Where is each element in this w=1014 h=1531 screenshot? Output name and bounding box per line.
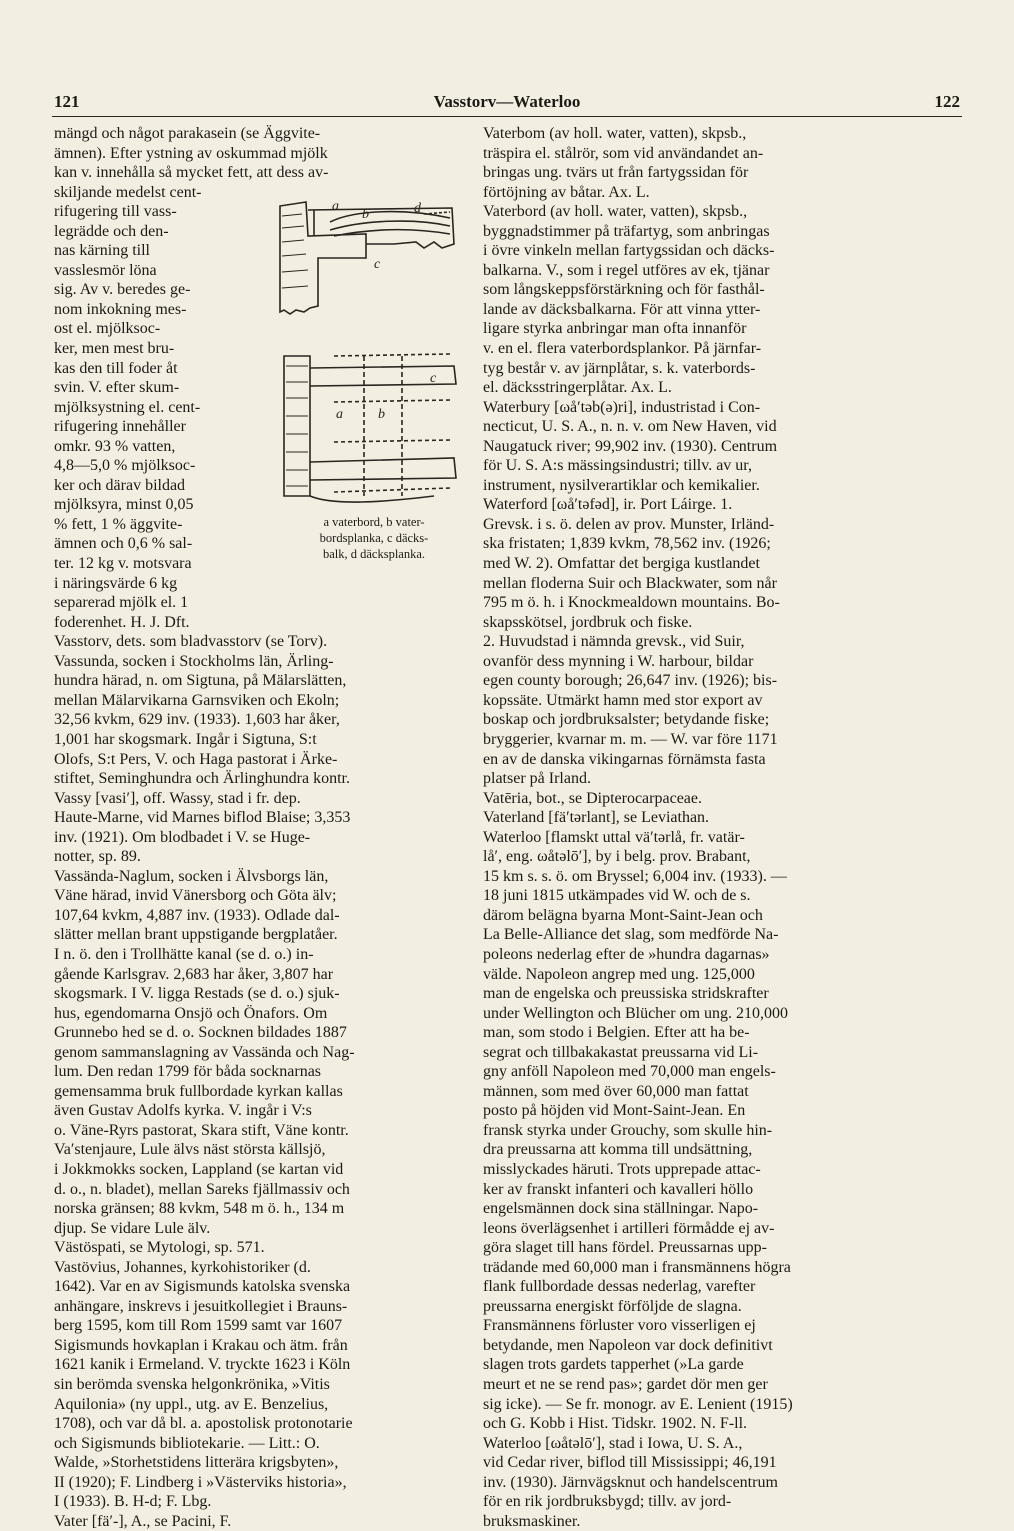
page-header [54,92,960,116]
text-line: slagen trots gardets tapperhet (»La garde [483,1356,744,1374]
text-line: Vaterbom (av holl. water, vatten), skpsb., [483,125,747,142]
text-line: flank fullbordade dessas nederlag, varefter [483,1278,756,1296]
text-line: d. o., n. bladet), mellan Sareks fjällmassiv och [54,1180,350,1198]
text-line: Waterford [ωå′təfəd], ir. Port Láirge. 1. [483,496,733,514]
caption-line: a vaterbord, b vater- [323,515,425,529]
text-line: svin. V. efter skum- [54,379,180,397]
text-line: lande av däcksbalkarna. För att vinna ytter- [483,300,761,318]
text-line: I n. ö. den i Trollhätte kanal (se d. o.) in- [54,945,314,963]
text-line: mjölksyra, minst 0,05 [54,496,194,514]
text-line: omkr. 93 % vatten, [54,437,176,455]
right-column [483,124,909,1531]
text-line: hundra härad, n. om Sigtuna, på Mälarslätten, [54,672,347,690]
text-line: v. en el. flera vaterbordsplankor. På järnfar- [483,340,762,358]
text-line: ämnen och 0,6 % sal- [54,535,193,553]
text-line: under Wellington och Blücher om ung. 210,000 [483,1004,789,1022]
text-line: Waterloo [flamskt uttal vä′tərlå, fr. vatär- [483,828,745,846]
text-line: man, som stodo i Belgien. Efter att ha be- [483,1024,750,1042]
text-line: männen, som med över 60,000 man fattat [483,1082,749,1100]
text-line: tyg består v. av järnplåtar, s. k. vaterbords- [483,359,756,377]
text-line: 2. Huvudstad i nämnda grevsk., vid Suir, [483,633,745,651]
text-line: man de engelska och preussiska stridskrafter [483,985,769,1003]
label-c-top: c [374,257,381,272]
text-line: inv. (1921). Om blodbadet i V. se Huge- [54,828,311,846]
text-line: engelsmännen dock sina ställningar. Napo- [483,1200,759,1218]
text-line: nas kärning till [54,242,150,260]
text-line: posto på höjden vid Mont-Saint-Jean. En [483,1102,746,1120]
text-line: djup. Se vidare Lule älv. [54,1219,211,1237]
text-line: notter, sp. 89. [54,848,141,866]
text-line: sin berömda svenska helgonkrönika, »Vitis [54,1376,330,1393]
text-line: ämnen). Efter ystning av oskummad mjölk [54,144,328,162]
text-line: Vassända-Naglum, socken i Älvsborgs län, [54,867,329,885]
text-line: genom sammanslagning av Vassända och Nag- [54,1043,355,1061]
text-line: stiftet, Seminghundra och Ärlinghundra kontr. [54,770,350,788]
text-line: preussarna energiskt förföljde de slagna. [483,1297,742,1315]
text-line: bruksmaskiner. [483,1512,581,1530]
text-line: gny anföll Napoleon med 70,000 man engels- [483,1063,776,1081]
text-line: Waterloo [ωåtəlō′], stad i Iowa, U. S. A., [483,1434,743,1452]
text-line: 4,8—5,0 % mjölksoc- [54,457,196,475]
text-line: egen county borough; 26,647 inv. (1926); bis- [483,672,778,690]
text-line: el. däcksstringerplåtar. Ax. L. [483,379,672,397]
text-line: poleons nederlag efter de »hundra dagarnas» [483,945,770,963]
label-b-bottom: b [378,407,385,422]
text-line: Olofs, S:t Pers, V. och Haga pastorat i Ärke- [54,750,338,768]
text-line: mängd och något parakasein (se Äggvite- [54,125,321,142]
vaterbord-diagram [274,196,464,506]
text-line: ker av franskt infanteri och kavalleri höllo [483,1180,754,1198]
text-line: Vaterbord (av holl. water, vatten), skpsb., [483,203,748,221]
text-line: platser på Irland. [483,770,591,788]
text-line: ska fristaten; 1,839 kvkm, 78,562 inv. (1926; [483,535,771,553]
label-d-top: d [414,201,421,216]
text-line: 1,001 har skogsmark. Ingår i Sigtuna, S:t [54,730,317,748]
text-line: med W. 2). Omfattar det bergiga kustlandet [483,555,760,573]
text-line: o. Väne-Ryrs pastorat, Skara stift, Väne kontr. [54,1121,349,1139]
text-line: norska gränsen; 88 kvkm, 548 m ö. h., 134 m [54,1200,345,1218]
text-line: bringas ung. tvärs ut från fartygssidan för [483,164,749,182]
page-number-left: 121 [54,92,80,111]
text-line: Va′stenjaure, Lule älvs näst största källsjö, [54,1141,326,1159]
text-line: Vasstorv, dets. som bladvasstorv (se Torv). [54,633,328,651]
text-line: Fransmännens förluster voro visserligen ej [483,1317,756,1335]
text-line: kas den till foder åt [54,359,178,377]
text-line: segrat och tillbakakastat preussarna vid Li- [483,1043,759,1061]
text-line: 795 m ö. h. i Knockmealdown mountains. Bo- [483,594,780,612]
text-line: instrument, nysilverartiklar och kemikalier. [483,476,760,494]
text-line: leons överlägsenhet i artilleri förmådde ej av- [483,1219,775,1237]
text-line: för en rik jordbruksbygd; tillv. av jord- [483,1493,732,1511]
text-line: dra preussarna att komma till undsättning, [483,1141,753,1159]
text-line: meurt et ne se rend pas»; gardet dör men ger [483,1376,768,1393]
text-line: Västöspati, se Mytologi, sp. 571. [54,1239,265,1257]
text-line: Vastövius, Johannes, kyrkohistoriker (d. [54,1258,311,1276]
text-line: % fett, 1 % äggvite- [54,515,183,533]
vaterbord-figure [274,196,464,570]
text-line: skiljande medelst cent- [54,183,202,201]
text-line: som långskeppsförstärkning och för fasthål- [483,281,765,299]
text-line: 1621 kanik i Ermeland. V. tryckte 1623 i Köln [54,1356,351,1374]
text-line: foderenhet. H. J. Dft. [54,613,190,631]
caption-line: bordsplanka, c däcks- [319,531,429,545]
text-line: förtöjning av båtar. Ax. L. [483,183,650,201]
text-line: kan v. innehålla så mycket fett, att dess av- [54,164,329,182]
text-line: välde. Napoleon angrep med ung. 125,000 [483,965,755,983]
text-line: Vatēria, bot., se Dipterocarpaceae. [483,789,702,807]
text-line: göra slaget till hans fördel. Preussarnas upp- [483,1239,767,1257]
text-line: Waterbury [ωå′təb(ə)ri], industristad i Con- [483,398,761,416]
text-line: Naugatuck river; 99,902 inv. (1930). Centrum [483,437,778,455]
text-line: Grunnebo hed se d. o. Socknen bildades 1887 [54,1024,347,1042]
text-line: anhängare, inskrevs i jesuitkollegiet i Brauns- [54,1297,348,1315]
text-line: i övre vinkeln mellan fartygssidan och däcks- [483,242,775,260]
text-line: Väne härad, invid Vänersborg och Göta älv; [54,887,337,905]
text-line: en av de danska vikingarnas förnämsta fasta [483,750,766,768]
text-line: hus, egendomarna Onsjö och Önafors. Om [54,1004,328,1022]
text-line: därom belägna byarna Mont-Saint-Jean och [483,906,763,924]
text-line: även Gustav Adolfs kyrka. V. ingår i V:s [54,1102,312,1120]
text-line: ker, men mest bru- [54,340,175,358]
text-line: 107,64 kvkm, 4,887 inv. (1933). Odlade dal- [54,906,340,924]
text-line: misslyckades häruti. Trots upprepade attac- [483,1160,761,1178]
text-line: lå′, eng. ωåtəlō′], by i belg. prov. Brabant, [483,848,751,866]
text-line: 32,56 kvkm, 629 inv. (1933). 1,603 har åker, [54,711,340,729]
text-line: Grevsk. i s. ö. delen av prov. Munster, Irländ- [483,515,775,533]
text-line: mjölksystning el. cent- [54,398,201,416]
text-line: Sigismunds hovkaplan i Krakau och ätm. från [54,1336,348,1354]
running-title: Vasstorv—Waterloo [433,92,581,111]
caption-line: balk, d däcksplanka. [322,547,426,561]
page-number-right: 122 [934,92,960,111]
text-line: sig icke). — Se fr. monogr. av E. Lenient (1915) [483,1395,793,1413]
text-line: 1642). Var en av Sigismunds katolska svenska [54,1278,351,1296]
text-line: berg 1595, kom till Rom 1599 samt var 1607 [54,1317,343,1335]
text-line: skapsskötsel, jordbruk och fiske. [483,613,693,631]
text-line: Vater [fä′-], A., se Pacini, F. [54,1512,232,1530]
text-line: balkarna. V., som i regel utföres av ek, tjänar [483,261,770,279]
text-line: Walde, »Storhetstidens litterära krigsbyten», [54,1454,339,1472]
text-line: vid Cedar river, biflod till Mississippi; 46,191 [483,1454,777,1472]
figure-caption [284,514,464,562]
text-line: mellan Mälarvikarna Garnsviken och Ekoln; [54,691,340,709]
text-line: 18 juni 1815 utkämpades vid W. och de s. [483,887,751,905]
text-line: rifugering till vass- [54,203,177,221]
text-line: sig. Av v. beredes ge- [54,281,191,299]
text-line: inv. (1930). Järnvägsknut och handelscentrum [483,1473,778,1491]
text-line: betydande, men Napoleon var dock definitivt [483,1336,773,1354]
text-line: Aquilonia» (ny uppl., utg. av E. Benzelius, [54,1395,329,1413]
text-line: i näringsvärde 6 kg [54,574,178,592]
text-line: bryggerier, kvarnar m. m. — W. var före 1171 [483,730,778,748]
text-line: Vassy [vasi′], off. Wassy, stad i fr. dep. [54,789,301,807]
text-line: kopssäte. Utmärkt hamn med stor export av [483,691,763,709]
text-line: ovanför dess mynning i W. harbour, bildar [483,652,754,670]
text-line: ker och därav bildad [54,476,186,494]
label-a-top: a [332,199,339,214]
text-line: separerad mjölk el. 1 [54,594,189,612]
text-line: och Sigismunds bibliotekarie. — Litt.: O. [54,1434,320,1452]
text-line: 1708), och var då bl. a. apostolisk protonotarie [54,1415,353,1433]
text-line: skogsmark. I V. ligga Restads (se d. o.) sjuk- [54,985,340,1003]
text-line: Vaterland [fä′tərlant], se Leviathan. [483,809,710,827]
text-line: nom inkokning mes- [54,300,187,318]
label-c-bottom: c [430,371,437,386]
text-line: boskap och jordbruksalster; betydande fiske; [483,711,770,729]
text-line: legrädde och den- [54,222,169,240]
text-line: vasslesmör löna [54,261,157,279]
text-line: La Belle-Alliance det slag, som medförde Na- [483,926,779,944]
header-rule [52,116,962,117]
text-line: byggnadstimmer på träfartyg, som anbringas [483,222,770,240]
text-line: mellan floderna Suir och Blackwater, som når [483,574,777,592]
text-line: I (1933). B. H-d; F. Lbg. [54,1493,212,1511]
text-line: ligare styrka anbringar man ofta innanför [483,320,747,338]
text-line: och G. Kobb i Hist. Tidskr. 1902. N. F-ll. [483,1415,748,1433]
text-line: Haute-Marne, vid Marnes biflod Blaise; 3,353 [54,809,351,827]
text-line: Vassunda, socken i Stockholms län, Ärling- [54,652,334,670]
text-line: i Jokkmokks socken, Lappland (se kartan vid [54,1160,344,1178]
text-line: för U. S. A:s mässingsindustri; tillv. av ur, [483,457,752,475]
label-a-bottom: a [336,407,343,422]
text-line: lum. Den redan 1799 för båda socknarnas [54,1063,322,1081]
text-line: fransk styrka under Grouchy, som skulle hin- [483,1121,773,1139]
text-line: 15 km s. s. ö. om Bryssel; 6,004 inv. (1933). — [483,867,787,885]
text-line: ost el. mjölksoc- [54,320,161,338]
text-line: gående Karlsgrav. 2,683 har åker, 3,807 har [54,965,334,983]
text-line: slätter mellan brant uppstigande bergplatåer. [54,926,338,944]
label-b-top: b [362,207,369,222]
text-line: ter. 12 kg v. motsvara [54,555,192,573]
text-line: gemensamma bruk fullbordade kyrkan kallas [54,1082,343,1100]
text-line: rifugering innehåller [54,418,186,436]
text-line: trädande med 60,000 man i fransmännens högra [483,1258,791,1276]
text-line: necticut, U. S. A., n. n. v. om New Haven, vid [483,418,777,436]
text-line: II (1920); F. Lindberg i »Västerviks historia», [54,1473,347,1491]
text-line: träspira el. stålrör, som vid användandet an- [483,144,764,162]
